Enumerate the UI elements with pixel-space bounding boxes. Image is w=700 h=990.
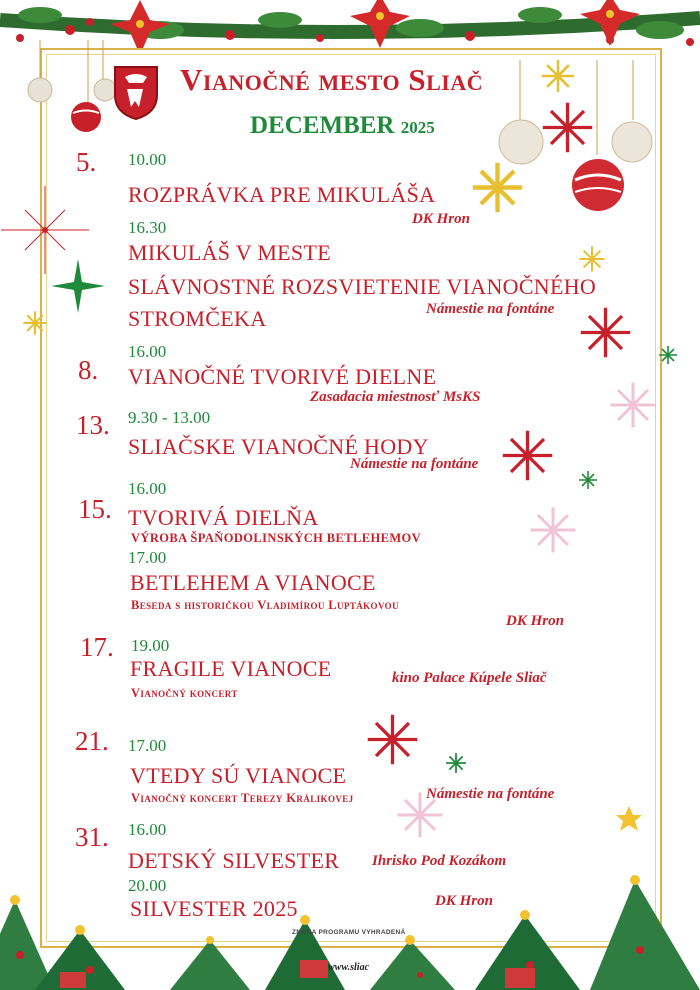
month-label: DECEMBER [250, 112, 395, 139]
event-time: 16.00 [128, 820, 167, 839]
snowflake-icon [658, 345, 678, 365]
event-title: ROZPRÁVKA PRE MIKULÁŠA [128, 182, 436, 207]
event-date: 15. [78, 494, 112, 524]
event-time: 10.00 [128, 150, 167, 169]
event-title: FRAGILE VIANOCE [130, 656, 332, 681]
event-title: SILVESTER 2025 [130, 896, 298, 921]
event-time: 17.00 [128, 736, 167, 755]
snowflake-icon [470, 160, 525, 215]
star-icon [615, 805, 643, 833]
crest-icon [113, 65, 159, 121]
event-date: 8. [78, 355, 99, 385]
snowflake-icon [578, 245, 606, 273]
event-venue: kino Palace Kúpele Sliač [392, 670, 547, 686]
event-subtitle: Beseda s historičkou Vladimírou Luptákovou [131, 598, 399, 612]
event-venue: DK Hron [506, 613, 564, 629]
event-venue: Námestie na fontáne [426, 786, 555, 802]
event-title: BETLEHEM A VIANOCE [130, 570, 376, 595]
event-date: 21. [75, 726, 109, 756]
page-title: Vianočné mesto Sliač [180, 62, 484, 97]
snowflake-icon [578, 305, 633, 360]
event-title: SLIAČSKE VIANOČNÉ HODY [128, 434, 429, 459]
event-title: MIKULÁŠ V MESTE [128, 240, 331, 265]
year-label: 2025 [400, 118, 435, 137]
snowflake-icon [540, 58, 576, 94]
event-time: 16.30 [128, 218, 167, 237]
event-time: 20.00 [128, 876, 167, 895]
snowflake-icon [578, 470, 598, 490]
snowflake-icon [608, 380, 658, 430]
event-venue: DK Hron [435, 893, 493, 909]
snowflake-icon [445, 752, 467, 774]
snowflake-icon [22, 310, 48, 336]
program-note: ZMENA PROGRAMU VYHRADENÁ [292, 929, 406, 936]
snowflake-icon [540, 100, 595, 155]
event-venue: Ihrisko Pod Kozákom [372, 853, 507, 869]
event-venue: DK Hron [412, 211, 470, 227]
event-title: DETSKÝ SILVESTER [128, 848, 340, 873]
event-time: 16.00 [128, 479, 167, 498]
event-title: VIANOČNÉ TVORIVÉ DIELNE [128, 364, 437, 389]
event-time: 19.00 [131, 636, 170, 655]
event-subtitle: VÝROBA ŠPAŇODOLINSKÝCH BETLEHEMOV [131, 531, 422, 545]
event-title: TVORIVÁ DIELŇA [128, 505, 319, 530]
event-title-line2: SLÁVNOSTNÉ ROZSVIETENIE VIANOČNÉHO [128, 274, 597, 299]
star-icon [50, 258, 106, 314]
ornament-icon [10, 40, 120, 140]
event-title: VTEDY SÚ VIANOCE [130, 763, 347, 788]
snowflake-icon [365, 712, 420, 767]
event-subtitle: Vianočný koncert [131, 686, 238, 700]
event-venue: Námestie na fontáne [350, 456, 479, 472]
event-date: 13. [76, 410, 110, 440]
snowflake-icon [528, 505, 578, 555]
event-time: 9.30 - 13.00 [128, 408, 211, 427]
event-title-line3: STROMČEKA [128, 306, 267, 331]
event-date: 5. [76, 147, 97, 177]
event-time: 16.00 [128, 342, 167, 361]
event-subtitle: Vianočný koncert Terezy Králikovej [131, 791, 354, 805]
event-date: 31. [75, 822, 109, 852]
month-heading [250, 112, 435, 140]
website-link[interactable]: www.sliac [328, 962, 370, 973]
event-time: 17.00 [128, 548, 167, 567]
event-date: 17. [80, 632, 114, 662]
snowflake-icon [500, 428, 555, 483]
event-venue: Námestie na fontáne [426, 301, 555, 317]
event-venue: Zasadacia miestnosť MsKS [310, 389, 481, 405]
